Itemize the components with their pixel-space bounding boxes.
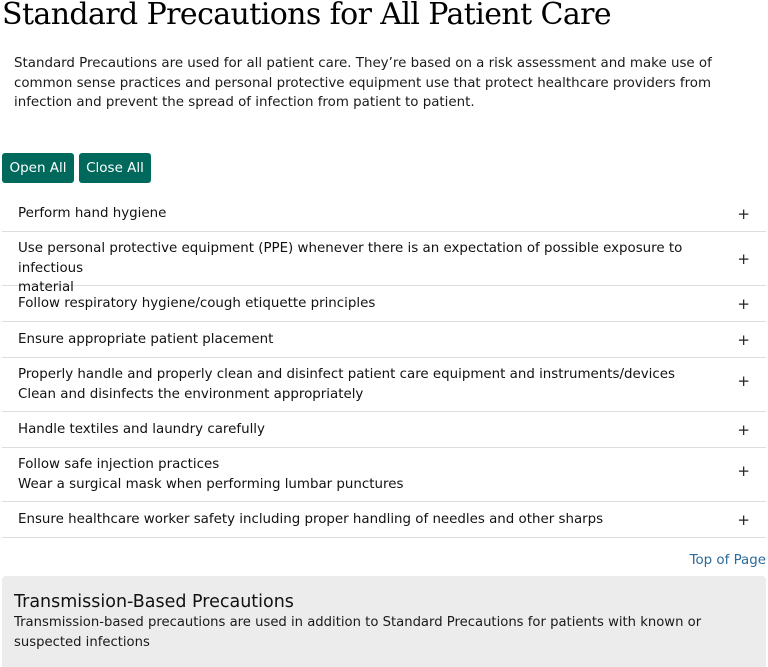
plus-icon[interactable]: + — [737, 331, 750, 349]
accordion-item-label: Perform hand hygiene — [18, 206, 167, 221]
plus-icon[interactable]: + — [737, 295, 750, 313]
top-of-page-link[interactable]: Top of Page — [689, 553, 766, 568]
intro-paragraph: Standard Precautions are used for all patient care. They’re based on a risk assessment and make use of common sense practices and personal protective equipment use that protect healthcare providers from infection and prevent the spread of infection from patient to patient. — [14, 56, 712, 110]
page-title: Standard Precautions for All Patient Care — [2, 0, 612, 32]
accordion-item-label: Handle textiles and laundry carefully — [18, 422, 265, 437]
accordion-item-worker-safety[interactable] — [2, 502, 766, 538]
accordion-item-ppe[interactable] — [2, 232, 766, 295]
plus-icon[interactable]: + — [737, 511, 750, 529]
accordion-item-label: Ensure appropriate patient placement — [18, 332, 274, 347]
transmission-precautions-panel — [2, 576, 766, 667]
accordion-item-equipment-cleaning[interactable] — [2, 358, 766, 412]
plus-icon[interactable]: + — [737, 205, 750, 223]
transmission-title: Transmission-Based Precautions — [14, 592, 294, 612]
accordion-item-label: Ensure healthcare worker safety including proper handling of needles and other sharps — [18, 512, 604, 527]
accordion-item-respiratory-hygiene[interactable] — [2, 286, 766, 322]
accordion-item-label: Follow respiratory hygiene/cough etiquette principles — [18, 296, 376, 311]
plus-icon[interactable]: + — [737, 372, 750, 390]
open-all-button[interactable]: Open All — [2, 153, 74, 183]
precautions-accordion — [2, 196, 766, 538]
accordion-item-label: Use personal protective equipment (PPE) whenever there is an expectation of possible exposure to infectious material — [18, 241, 683, 295]
accordion-item-textiles[interactable] — [2, 412, 766, 448]
accordion-item-hand-hygiene[interactable] — [2, 196, 766, 232]
accordion-item-patient-placement[interactable] — [2, 322, 766, 358]
plus-icon[interactable]: + — [737, 421, 750, 439]
plus-icon[interactable]: + — [737, 462, 750, 480]
accordion-item-safe-injection[interactable] — [2, 448, 766, 502]
accordion-item-label: Properly handle and properly clean and disinfect patient care equipment and instruments/devices Clean and disinfects the environment appropriately — [18, 367, 675, 402]
accordion-item-label: Follow safe injection practices Wear a surgical mask when performing lumbar punctures — [18, 457, 404, 492]
close-all-button[interactable]: Close All — [79, 153, 151, 183]
transmission-description: Transmission-based precautions are used in addition to Standard Precautions for patients with known or suspected infections — [14, 615, 702, 650]
plus-icon[interactable]: + — [737, 250, 750, 268]
